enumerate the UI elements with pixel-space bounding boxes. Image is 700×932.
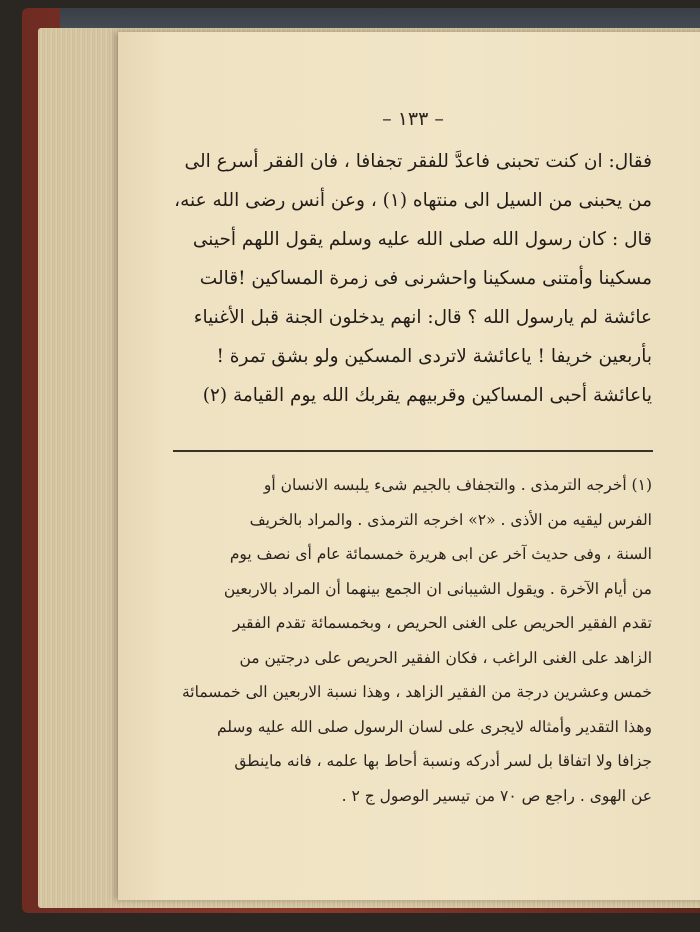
footnote-line: عن الهوى . راجع ص ٧٠ من تيسير الوصول ج ٢ . bbox=[341, 786, 652, 805]
main-text-line: بأربعين خريفا ! ياعائشة لاتردى المسكين ولو بشق تمرة ! bbox=[216, 346, 652, 367]
footnote-line: من أيام الآخرة . ويقول الشيبانى ان الجمع بينهما أن المراد بالاربعين bbox=[223, 579, 652, 598]
main-text-line: عائشة لم يارسول الله ؟ قال: انهم يدخلون الجنة قبل الأغنياء bbox=[193, 307, 652, 328]
main-text-line: قال : كان رسول الله صلى الله عليه وسلم يقول اللهم أحينى bbox=[192, 229, 652, 250]
main-text-line: مسكينا وأمتنى مسكينا واحشرنى فى زمرة المساكين !قالت bbox=[199, 268, 652, 289]
footnote-line: جزافا ولا اتفاقا بل لسر أدركه ونسبة أحاط بها علمه ، فانه ماينطق bbox=[234, 752, 652, 770]
footnote-line: وهذا التقدير وأمثاله لايجرى على لسان الرسول صلى الله عليه وسلم bbox=[216, 717, 652, 736]
book-page bbox=[118, 32, 700, 900]
footnote-line: الفرس ليقيه من الأذى . «٢» اخرجه الترمذى . والمراد بالخريف bbox=[249, 510, 652, 529]
footnote-line: السنة ، وفى حديث آخر عن ابى هريرة خمسمائة عام أى نصف يوم bbox=[229, 545, 652, 563]
footnote-line: تقدم الفقير الحريص على الغنى الحريص ، وبخمسمائة تقدم الفقير bbox=[232, 614, 652, 632]
footnotes bbox=[158, 468, 652, 813]
main-text-line: ياعائشة أحبى المساكين وقربيهم يقربك الله يوم القيامة (٢) bbox=[202, 385, 652, 406]
footnote-line: (١) أخرجه الترمذى . والتجفاف بالجيم شىء يلبسه الانسان أو bbox=[263, 476, 652, 494]
footnote-divider bbox=[173, 450, 653, 452]
main-text bbox=[174, 142, 652, 415]
footnote-line: خمس وعشرين درجة من الفقير الزاهد ، وهذا نسبة الاربعين الى خمسمائة bbox=[181, 683, 652, 701]
page-number: – ١٣٣ – bbox=[382, 108, 444, 130]
main-text-line: من يحبنى من السيل الى منتهاه (١) ، وعن أنس رضى الله عنه، bbox=[174, 190, 652, 211]
main-text-line: فقال: ان كنت تحبنى فاعدَّ للفقر تجفافا ، فان الفقر أسرع الى bbox=[184, 151, 652, 172]
footnote-line: الزاهد على الغنى الراغب ، فكان الفقير الحريص على درجتين من bbox=[239, 648, 652, 667]
